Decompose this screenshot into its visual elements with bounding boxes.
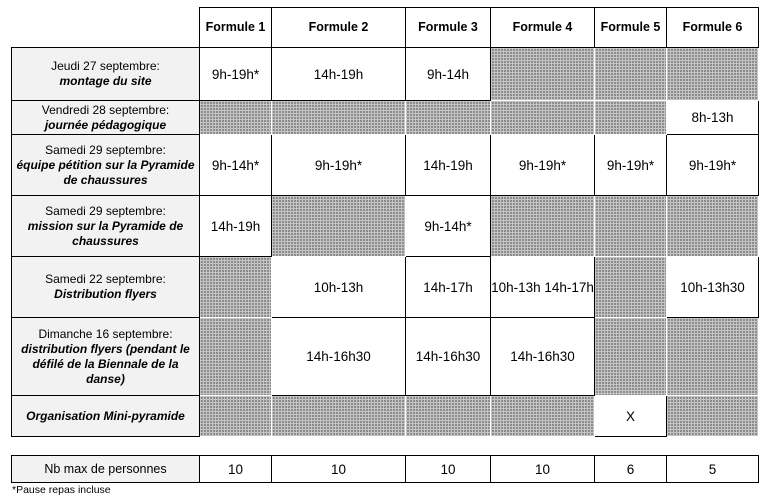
unavailable-cell bbox=[272, 396, 406, 437]
header-formule-4: Formule 4 bbox=[491, 8, 595, 48]
header-formule-1: Formule 1 bbox=[200, 8, 272, 48]
schedule-cell: 9h-14h bbox=[406, 48, 491, 101]
schedule-cell: 8h-13h bbox=[667, 101, 759, 135]
schedule-cell: 9h-14h* bbox=[406, 196, 491, 257]
schedule-cell: 9h-19h* bbox=[200, 48, 272, 101]
table-row bbox=[12, 48, 759, 101]
row-label bbox=[12, 396, 200, 437]
capacity-value: 6 bbox=[595, 456, 667, 483]
unavailable-cell bbox=[406, 101, 491, 135]
unavailable-cell bbox=[200, 318, 272, 396]
row-activity: équipe pétition sur la Pyramide de chaussures bbox=[16, 157, 195, 187]
unavailable-cell bbox=[595, 196, 667, 257]
capacity-table bbox=[11, 455, 759, 483]
header-formule-2: Formule 2 bbox=[272, 8, 406, 48]
unavailable-cell bbox=[595, 257, 667, 318]
table-row bbox=[12, 135, 759, 196]
row-activity: distribution flyers (pendant le défilé de la Biennale de la danse) bbox=[21, 341, 190, 386]
schedule-cell: 10h-13h30 bbox=[667, 257, 759, 318]
row-activity: mission sur la Pyramide de chaussures bbox=[27, 218, 184, 248]
unavailable-cell bbox=[200, 101, 272, 135]
row-label bbox=[12, 257, 200, 318]
unavailable-cell bbox=[491, 101, 595, 135]
schedule-cell: 14h-19h bbox=[200, 196, 272, 257]
schedule-cell: 14h-17h bbox=[406, 257, 491, 318]
capacity-value: 10 bbox=[200, 456, 272, 483]
schedule-cell: 14h-16h30 bbox=[272, 318, 406, 396]
unavailable-cell bbox=[406, 396, 491, 437]
footnote: *Pause repas incluse bbox=[12, 484, 111, 496]
header-row bbox=[12, 8, 759, 48]
unavailable-cell bbox=[595, 101, 667, 135]
unavailable-cell bbox=[272, 196, 406, 257]
unavailable-cell bbox=[667, 48, 759, 101]
row-label bbox=[12, 135, 200, 196]
unavailable-cell bbox=[272, 101, 406, 135]
unavailable-cell bbox=[491, 48, 595, 101]
schedule-table bbox=[11, 7, 759, 437]
table-row bbox=[12, 196, 759, 257]
capacity-label: Nb max de personnes bbox=[12, 456, 200, 483]
header-formule-5: Formule 5 bbox=[595, 8, 667, 48]
schedule-cell: 9h-19h* bbox=[491, 135, 595, 196]
schedule-cell: 9h-19h* bbox=[272, 135, 406, 196]
row-label bbox=[12, 48, 200, 101]
row-label bbox=[12, 196, 200, 257]
row-date: Samedi 29 septembre: bbox=[45, 203, 166, 218]
row-activity: journée pédagogique bbox=[44, 117, 167, 132]
unavailable-cell bbox=[200, 396, 272, 437]
schedule-cell: 9h-19h* bbox=[595, 135, 667, 196]
unavailable-cell bbox=[595, 318, 667, 396]
empty-corner-cell bbox=[12, 8, 200, 48]
table-row bbox=[12, 101, 759, 135]
unavailable-cell bbox=[595, 48, 667, 101]
schedule-cell: 14h-19h bbox=[272, 48, 406, 101]
row-date: Vendredi 28 septembre: bbox=[41, 102, 170, 117]
schedule-cell: 10h-13h 14h-17h bbox=[491, 257, 595, 318]
row-label bbox=[12, 101, 200, 135]
unavailable-cell bbox=[491, 196, 595, 257]
row-label bbox=[12, 318, 200, 396]
header-formule-6: Formule 6 bbox=[667, 8, 759, 48]
capacity-value: 10 bbox=[272, 456, 406, 483]
schedule-cell: 14h-19h bbox=[406, 135, 491, 196]
unavailable-cell bbox=[667, 396, 759, 437]
table-row bbox=[12, 257, 759, 318]
unavailable-cell bbox=[667, 196, 759, 257]
capacity-value: 10 bbox=[491, 456, 595, 483]
capacity-row bbox=[12, 456, 759, 483]
row-date: Samedi 29 septembre: bbox=[45, 142, 166, 157]
row-date: Jeudi 27 septembre: bbox=[51, 59, 160, 73]
row-date: Samedi 22 septembre: bbox=[45, 272, 166, 286]
schedule-cell: 9h-19h* bbox=[667, 135, 759, 196]
row-activity: Organisation Mini-pyramide bbox=[26, 408, 185, 423]
capacity-value: 10 bbox=[406, 456, 491, 483]
schedule-cell: 9h-14h* bbox=[200, 135, 272, 196]
table-row bbox=[12, 318, 759, 396]
header-formule-3: Formule 3 bbox=[406, 8, 491, 48]
row-activity: montage du site bbox=[59, 74, 152, 88]
schedule-cell: 14h-16h30 bbox=[406, 318, 491, 396]
schedule-cell: 10h-13h bbox=[272, 257, 406, 318]
unavailable-cell bbox=[200, 257, 272, 318]
row-date: Dimanche 16 septembre: bbox=[38, 326, 173, 341]
unavailable-cell bbox=[667, 318, 759, 396]
table-row bbox=[12, 396, 759, 437]
schedule-cell: 14h-16h30 bbox=[491, 318, 595, 396]
row-activity: Distribution flyers bbox=[54, 287, 157, 301]
capacity-value: 5 bbox=[667, 456, 759, 483]
unavailable-cell bbox=[491, 396, 595, 437]
schedule-cell: X bbox=[595, 396, 667, 437]
